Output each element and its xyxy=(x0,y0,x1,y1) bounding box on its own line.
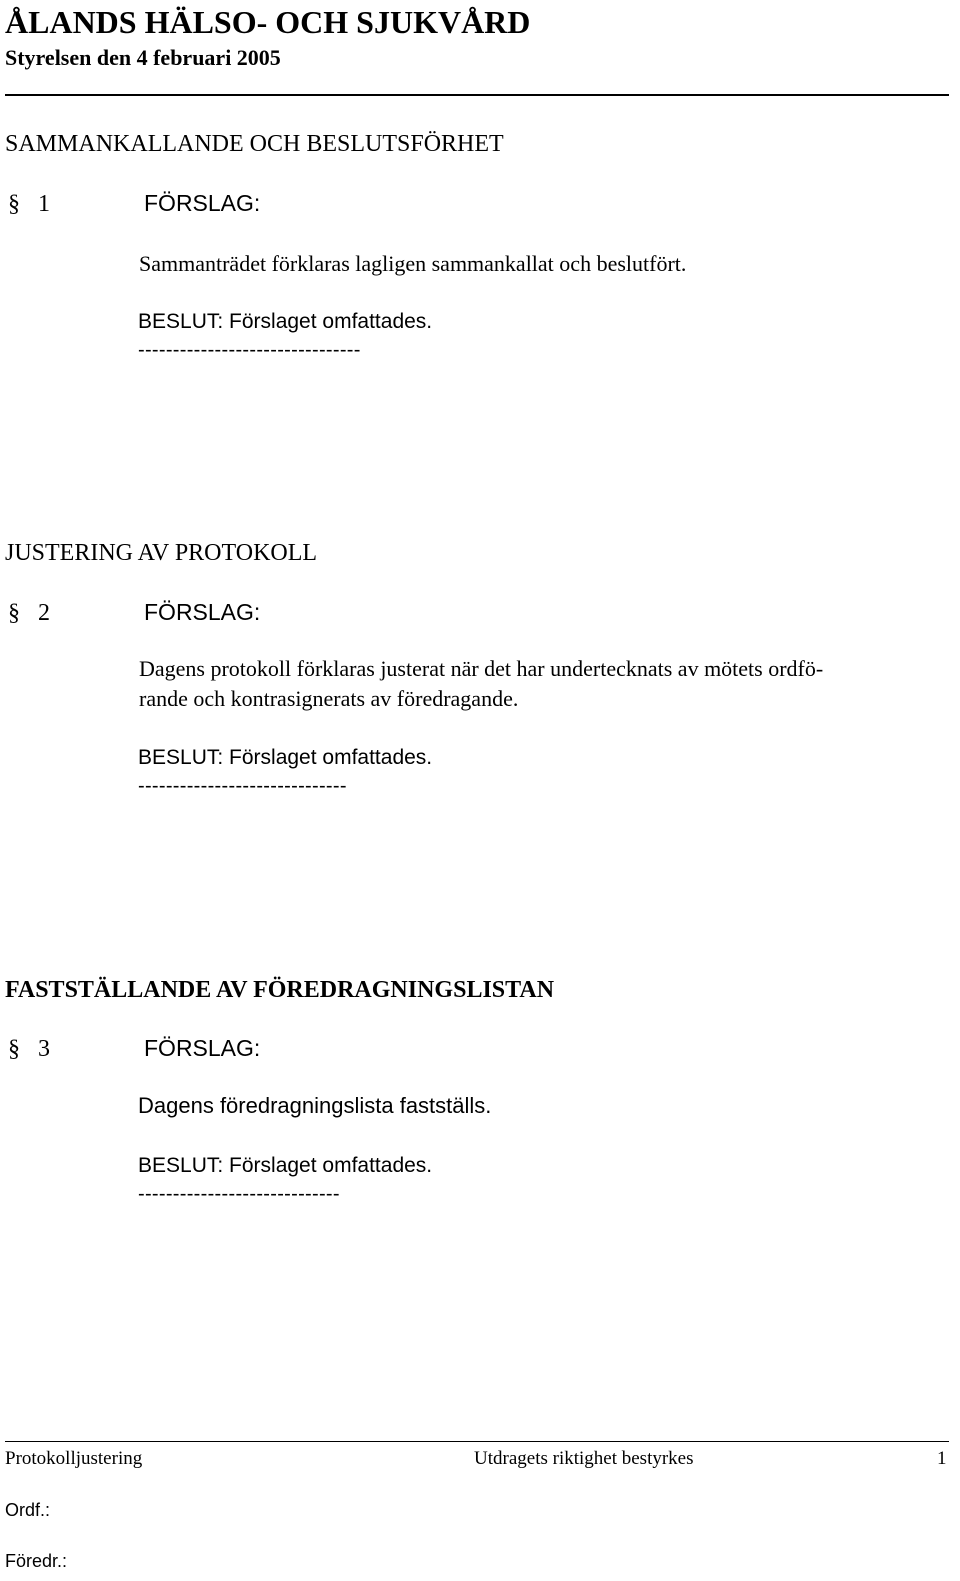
proposal-label: FÖRSLAG: xyxy=(144,599,261,625)
section-number-row xyxy=(8,597,260,628)
section-number-row xyxy=(8,1033,260,1064)
section-heading: JUSTERING AV PROTOKOLL xyxy=(5,540,318,566)
proposal-label: FÖRSLAG: xyxy=(144,190,261,216)
proposal-text: rande och kontrasignerats av föredragande. xyxy=(139,686,519,711)
section-separator: ------------------------------ xyxy=(138,775,347,797)
section-heading: SAMMANKALLANDE OCH BESLUTSFÖRHET xyxy=(5,131,504,157)
paragraph-sign: § xyxy=(8,191,20,217)
section-separator: ----------------------------- xyxy=(138,1183,340,1205)
decision-text: BESLUT: Förslaget omfattades. xyxy=(138,310,433,333)
paragraph-sign: § xyxy=(8,1036,20,1062)
decision-text: BESLUT: Förslaget omfattades. xyxy=(138,1154,433,1177)
section-separator: -------------------------------- xyxy=(138,339,361,361)
section-number: 1 xyxy=(38,191,50,217)
section-number: 2 xyxy=(38,600,50,626)
decision-text: BESLUT: Förslaget omfattades. xyxy=(138,746,433,769)
section-number: 3 xyxy=(38,1036,50,1062)
footer-protokolljustering: Protokolljustering xyxy=(5,1448,143,1469)
footer-foredr-label: Föredr.: xyxy=(5,1551,68,1571)
proposal-label: FÖRSLAG: xyxy=(144,1035,261,1061)
page-number: 1 xyxy=(937,1448,947,1469)
footer-ordf-label: Ordf.: xyxy=(5,1500,51,1520)
footer-attestation: Utdragets riktighet bestyrkes xyxy=(474,1448,694,1469)
paragraph-sign: § xyxy=(8,600,20,626)
document-title: ÅLANDS HÄLSO- OCH SJUKVÅRD xyxy=(5,4,531,40)
meeting-date: Styrelsen den 4 februari 2005 xyxy=(5,45,281,70)
proposal-text: Dagens föredragningslista fastställs. xyxy=(138,1093,492,1118)
footer-rule xyxy=(5,1441,949,1442)
section-number-row xyxy=(8,188,260,219)
proposal-text: Sammanträdet förklaras lagligen sammankallat och beslutfört. xyxy=(139,251,687,276)
section-heading: FASTSTÄLLANDE AV FÖREDRAGNINGSLISTAN xyxy=(5,977,555,1003)
proposal-text: Dagens protokoll förklaras justerat när det har undertecknats av mötets ordfö- xyxy=(139,656,824,681)
header-rule xyxy=(5,94,949,96)
